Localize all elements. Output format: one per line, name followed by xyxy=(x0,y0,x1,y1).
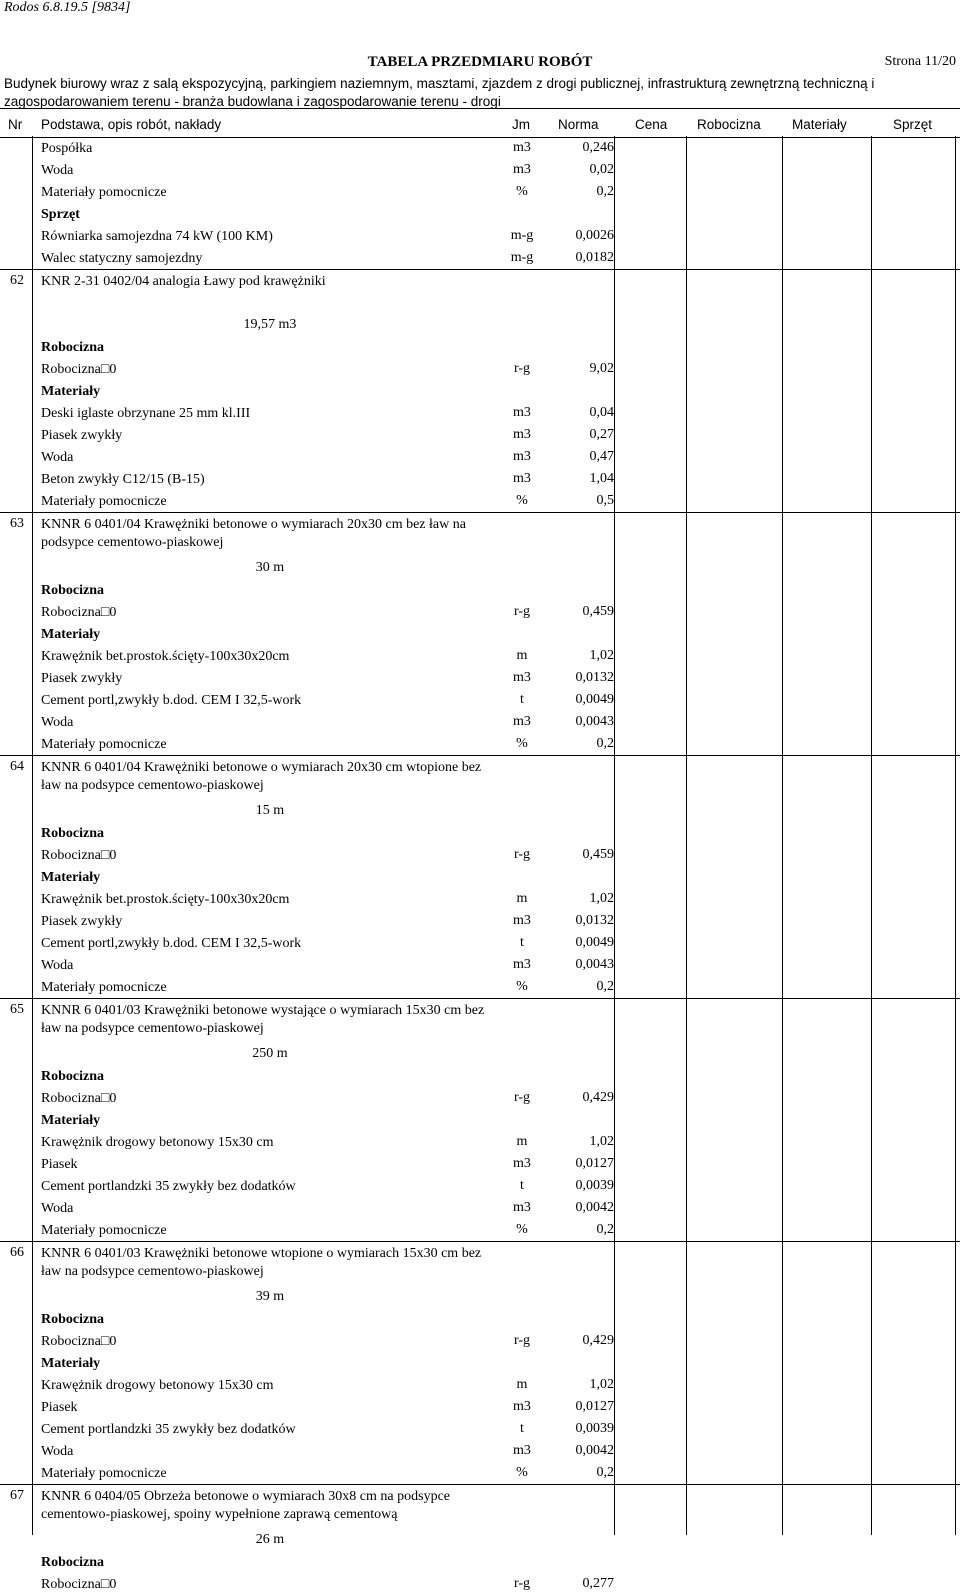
table-row xyxy=(0,468,960,490)
table-row xyxy=(0,1374,960,1396)
row-unit: m3 xyxy=(513,913,531,928)
table-row xyxy=(0,623,960,645)
row-unit: m3 xyxy=(513,162,531,177)
row-unit: m xyxy=(516,648,528,663)
table-row xyxy=(0,1087,960,1109)
row-description: Woda xyxy=(41,163,74,178)
row-description: Robocizna□0 xyxy=(41,605,117,620)
row-unit: m-g xyxy=(510,228,534,243)
col-sprzet: Sprzęt xyxy=(893,117,933,132)
row-unit: m xyxy=(516,891,528,906)
table-row xyxy=(0,336,960,358)
row-norma: 0,0049 xyxy=(575,935,614,950)
row-description: Cement portlandzki 35 zwykły bez dodatków xyxy=(41,1179,296,1194)
row-norma: 1,02 xyxy=(589,648,614,663)
table-row xyxy=(0,733,960,755)
row-description: Krawężnik bet.prostok.ścięty-100x30x20cm xyxy=(41,649,290,664)
position-quantity: 39 m xyxy=(255,1289,285,1304)
col-nr: Nr xyxy=(8,117,23,132)
position-quantity: 26 m xyxy=(255,1532,285,1547)
table-row xyxy=(0,137,960,159)
row-description: Piasek xyxy=(41,1400,78,1415)
row-description: Robocizna xyxy=(41,1069,104,1084)
row-description: Deski iglaste obrzynane 25 mm kl.III xyxy=(41,406,251,421)
row-description: Robocizna□0 xyxy=(41,362,117,377)
table-row xyxy=(0,314,960,336)
position-quantity: 15 m xyxy=(255,803,285,818)
table-row xyxy=(0,1396,960,1418)
table-row xyxy=(0,380,960,402)
row-norma: 0,0042 xyxy=(575,1200,614,1215)
row-norma: 0,0043 xyxy=(575,957,614,972)
table-row xyxy=(0,1131,960,1153)
row-description: Robocizna□0 xyxy=(41,848,117,863)
row-norma: 0,2 xyxy=(596,184,614,199)
table-row xyxy=(0,1109,960,1131)
row-unit: r-g xyxy=(513,604,531,619)
col-opis: Podstawa, opis robót, nakłady xyxy=(41,117,222,132)
position-quantity: 19,57 m3 xyxy=(243,317,297,332)
row-unit: r-g xyxy=(513,847,531,862)
row-description: Materiały pomocnicze xyxy=(41,1223,167,1238)
row-description: Piasek xyxy=(41,1157,78,1172)
row-norma: 1,02 xyxy=(589,891,614,906)
row-unit: m xyxy=(516,1377,528,1392)
table-row xyxy=(0,822,960,844)
row-unit: m xyxy=(516,1134,528,1149)
row-description: Woda xyxy=(41,1201,74,1216)
row-norma: 0,27 xyxy=(589,427,614,442)
row-unit: m3 xyxy=(513,957,531,972)
row-description: KNNR 6 0401/03 Krawężniki betonowe wystające o wymiarach 15x30 cm bez ław na podsypce cementowo-piaskowej xyxy=(41,1003,485,1036)
row-norma: 1,02 xyxy=(589,1134,614,1149)
row-description: Robocizna xyxy=(41,340,104,355)
row-description: Materiały pomocnicze xyxy=(41,494,167,509)
table-row xyxy=(0,1175,960,1197)
row-description: Sprzęt xyxy=(41,207,80,222)
table-row xyxy=(0,490,960,512)
table-row xyxy=(0,1065,960,1087)
row-description: Walec statyczny samojezdny xyxy=(41,251,203,266)
row-norma: 0,04 xyxy=(589,405,614,420)
table-row xyxy=(0,667,960,689)
row-unit: % xyxy=(516,979,528,994)
app-name: Rodos 6.8.19.5 [9834] xyxy=(4,0,131,15)
row-unit: t xyxy=(520,692,524,707)
col-robocizna: Robocizna xyxy=(697,117,761,132)
row-description: Materiały xyxy=(41,1113,101,1128)
row-unit: m3 xyxy=(513,670,531,685)
row-description: Materiały pomocnicze xyxy=(41,1466,167,1481)
position-number: 67 xyxy=(10,1488,24,1503)
table-row xyxy=(0,446,960,468)
table-row xyxy=(0,645,960,667)
row-description: Krawężnik drogowy betonowy 15x30 cm xyxy=(41,1378,274,1393)
col-cena: Cena xyxy=(635,117,668,132)
row-description: Cement portl,zwykły b.dod. CEM I 32,5-work xyxy=(41,936,302,951)
page-title: TABELA PRZEDMIARU ROBÓT xyxy=(367,54,593,70)
row-unit: % xyxy=(516,184,528,199)
table-row xyxy=(0,800,960,822)
row-description: Materiały pomocnicze xyxy=(41,737,167,752)
row-norma: 0,0127 xyxy=(575,1156,614,1171)
row-unit: m3 xyxy=(513,405,531,420)
table-row xyxy=(0,844,960,866)
row-description: Piasek zwykły xyxy=(41,914,123,929)
row-norma: 0,5 xyxy=(596,493,614,508)
table-row xyxy=(0,159,960,181)
page-number: Strona 11/20 xyxy=(884,54,956,69)
row-unit: t xyxy=(520,935,524,950)
row-norma: 0,2 xyxy=(596,1222,614,1237)
row-description: Materiały pomocnicze xyxy=(41,185,167,200)
position-row xyxy=(0,1241,960,1287)
table-row xyxy=(0,181,960,203)
position-number: 64 xyxy=(10,759,24,774)
row-description: Piasek zwykły xyxy=(41,671,123,686)
row-norma: 0,0049 xyxy=(575,692,614,707)
table-row xyxy=(0,402,960,424)
position-number: 62 xyxy=(10,273,24,288)
position-row xyxy=(0,755,960,801)
row-description: Piasek zwykły xyxy=(41,428,123,443)
table-row xyxy=(0,601,960,623)
row-unit: m3 xyxy=(513,471,531,486)
table-row xyxy=(0,247,960,269)
table-row xyxy=(0,225,960,247)
table-row xyxy=(0,1529,960,1551)
row-norma: 0,2 xyxy=(596,979,614,994)
row-norma: 0,0039 xyxy=(575,1178,614,1193)
table-row xyxy=(0,1153,960,1175)
row-norma: 0,0042 xyxy=(575,1443,614,1458)
row-unit: t xyxy=(520,1178,524,1193)
row-unit: r-g xyxy=(513,1576,531,1591)
position-quantity: 250 m xyxy=(252,1046,288,1061)
table-row xyxy=(0,1286,960,1308)
row-description: Robocizna□0 xyxy=(41,1334,117,1349)
row-norma: 0,2 xyxy=(596,1465,614,1480)
row-unit: % xyxy=(516,736,528,751)
row-norma: 0,429 xyxy=(582,1090,614,1105)
row-unit: m3 xyxy=(513,427,531,442)
row-norma: 0,0026 xyxy=(575,228,614,243)
row-description: Pospółka xyxy=(41,141,93,156)
row-description: Woda xyxy=(41,450,74,465)
row-unit: r-g xyxy=(513,361,531,376)
table-row xyxy=(0,1418,960,1440)
table-row xyxy=(0,424,960,446)
table-row xyxy=(0,1573,960,1595)
row-norma: 9,02 xyxy=(589,361,614,376)
table-row xyxy=(0,1219,960,1241)
row-norma: 0,246 xyxy=(582,140,614,155)
col-materialy: Materiały xyxy=(792,117,847,132)
position-row xyxy=(0,998,960,1044)
row-unit: m3 xyxy=(513,140,531,155)
row-description: Krawężnik drogowy betonowy 15x30 cm xyxy=(41,1135,274,1150)
row-description: Cement portl,zwykły b.dod. CEM I 32,5-work xyxy=(41,693,302,708)
row-description: Równiarka samojezdna 74 kW (100 KM) xyxy=(41,229,273,244)
table-row xyxy=(0,689,960,711)
row-unit: t xyxy=(520,1421,524,1436)
row-unit: % xyxy=(516,1465,528,1480)
row-description: Materiały pomocnicze xyxy=(41,980,167,995)
row-norma: 0,47 xyxy=(589,449,614,464)
row-norma: 0,0132 xyxy=(575,670,614,685)
row-norma: 1,02 xyxy=(589,1377,614,1392)
row-description: Materiały xyxy=(41,870,101,885)
row-unit: m3 xyxy=(513,449,531,464)
row-unit: m3 xyxy=(513,714,531,729)
table-row xyxy=(0,557,960,579)
table-row xyxy=(0,579,960,601)
row-description: Materiały xyxy=(41,627,101,642)
table-row xyxy=(0,888,960,910)
row-unit: % xyxy=(516,493,528,508)
table-row xyxy=(0,910,960,932)
row-description: KNNR 6 0401/04 Krawężniki betonowe o wymiarach 20x30 cm wtopione bez ław na podsypce cementowo-piaskowej xyxy=(41,760,482,793)
row-unit: m3 xyxy=(513,1399,531,1414)
row-description: Woda xyxy=(41,715,74,730)
position-row xyxy=(0,512,960,558)
row-norma: 0,459 xyxy=(582,847,614,862)
row-norma: 0,0039 xyxy=(575,1421,614,1436)
table-row xyxy=(0,954,960,976)
table-row xyxy=(0,1352,960,1374)
table-row xyxy=(0,976,960,998)
table-row xyxy=(0,866,960,888)
position-number: 65 xyxy=(10,1002,24,1017)
row-norma: 0,0182 xyxy=(575,250,614,265)
row-description: Materiały xyxy=(41,384,101,399)
row-description: Robocizna xyxy=(41,1312,104,1327)
position-row xyxy=(0,1484,960,1530)
row-norma: 0,2 xyxy=(596,736,614,751)
row-description: Robocizna xyxy=(41,1555,104,1570)
row-unit: m3 xyxy=(513,1156,531,1171)
table-row xyxy=(0,711,960,733)
row-description: KNNR 6 0404/05 Obrzeża betonowe o wymiarach 30x8 cm na podsypce cementowo-piaskowej, spoiny wypełnione zaprawą cementową xyxy=(41,1489,451,1522)
table-row xyxy=(0,358,960,380)
row-norma: 0,459 xyxy=(582,604,614,619)
row-norma: 1,04 xyxy=(589,471,614,486)
col-norma: Norma xyxy=(558,117,599,132)
table-row xyxy=(0,203,960,225)
row-description: Robocizna□0 xyxy=(41,1091,117,1106)
col-jm: Jm xyxy=(512,117,530,132)
row-description: Krawężnik bet.prostok.ścięty-100x30x20cm xyxy=(41,892,290,907)
row-unit: % xyxy=(516,1222,528,1237)
table-row xyxy=(0,1197,960,1219)
project-description: Budynek biurowy wraz z salą ekspozycyjną, parkingiem naziemnym, masztami, zjazdem z drogi publicznej, infrastrukturą zewnętrzną techniczną i zagospodarowaniem terenu - branża budowlana i zagospodarowanie terenu - drogi xyxy=(4,76,875,109)
table-row xyxy=(0,932,960,954)
row-norma: 0,0127 xyxy=(575,1399,614,1414)
row-unit: r-g xyxy=(513,1090,531,1105)
row-norma: 0,0043 xyxy=(575,714,614,729)
table-row xyxy=(0,1440,960,1462)
row-unit: m-g xyxy=(510,250,534,265)
row-description: Woda xyxy=(41,1444,74,1459)
position-number: 66 xyxy=(10,1245,24,1260)
row-description: Robocizna xyxy=(41,826,104,841)
row-norma: 0,0132 xyxy=(575,913,614,928)
table-row xyxy=(0,1043,960,1065)
table-row xyxy=(0,1308,960,1330)
row-norma: 0,02 xyxy=(589,162,614,177)
row-description: Beton zwykły C12/15 (B-15) xyxy=(41,472,205,487)
row-description: Materiały xyxy=(41,1356,101,1371)
row-norma: 0,429 xyxy=(582,1333,614,1348)
table-row xyxy=(0,1330,960,1352)
row-description: Robocizna□0 xyxy=(41,1577,117,1592)
table-row xyxy=(0,1551,960,1573)
table-row xyxy=(0,1462,960,1484)
column-header-row xyxy=(0,108,960,138)
row-unit: m3 xyxy=(513,1443,531,1458)
row-description: KNNR 6 0401/03 Krawężniki betonowe wtopione o wymiarach 15x30 cm bez ław na podsypce cementowo-piaskowej xyxy=(41,1246,482,1279)
row-description: KNR 2-31 0402/04 analogia Ławy pod krawężniki xyxy=(41,274,326,289)
position-number: 63 xyxy=(10,516,24,531)
row-unit: m3 xyxy=(513,1200,531,1215)
row-unit: r-g xyxy=(513,1333,531,1348)
position-row xyxy=(0,269,960,315)
row-description: Cement portlandzki 35 zwykły bez dodatków xyxy=(41,1422,296,1437)
row-description: KNNR 6 0401/04 Krawężniki betonowe o wymiarach 20x30 cm bez ław na podsypce cementowo-piaskowej xyxy=(41,517,466,550)
position-quantity: 30 m xyxy=(255,560,285,575)
row-description: Woda xyxy=(41,958,74,973)
row-description: Robocizna xyxy=(41,583,104,598)
row-norma: 0,277 xyxy=(582,1576,614,1591)
